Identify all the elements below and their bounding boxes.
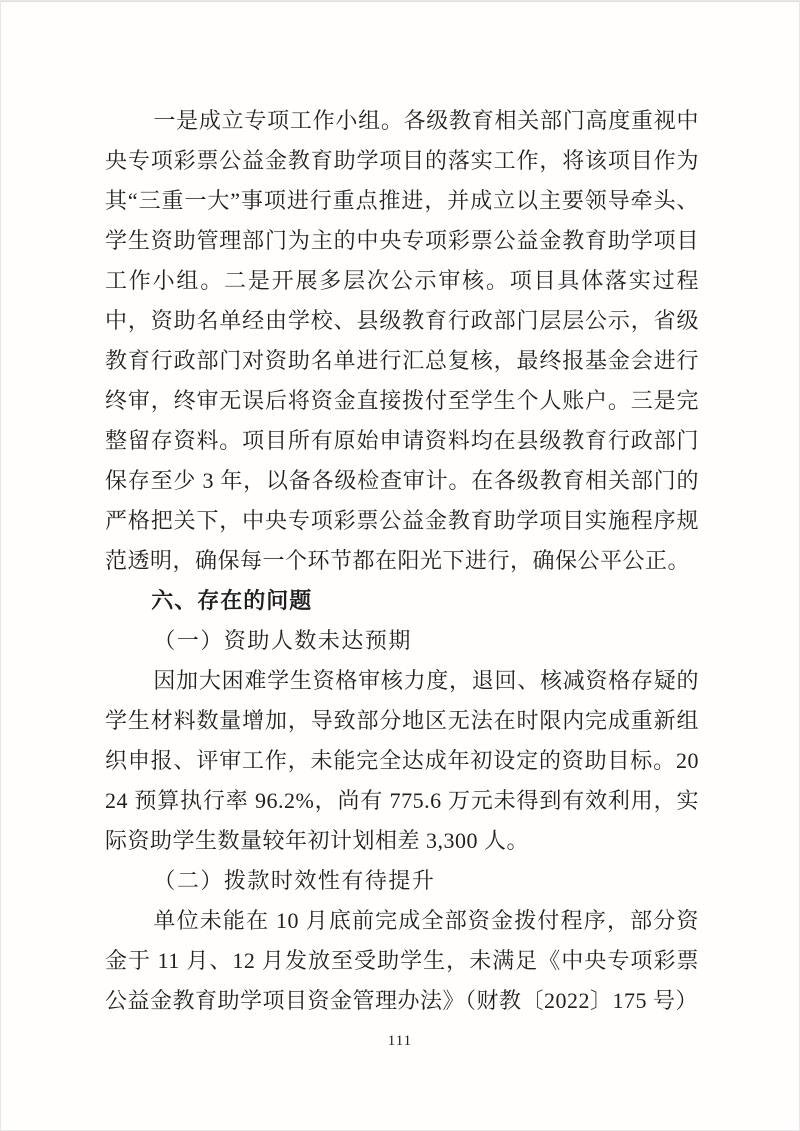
- paragraph-implementation-measures: 一是成立专项工作小组。各级教育相关部门高度重视中央专项彩票公益金教育助学项目的落实工作，将该项目作为其“三重一大”事项进行重点推进，并成立以主要领导牵头、学生资助管理部门为主的中央专项彩票公益金教育助学项目工作小组。二是开展多层次公示审核。项目具体落实过程中，资助名单经由学校、县级教育行政部门层层公示，省级教育行政部门对资助名单进行汇总复核，最终报基金会进行终审，终审无误后将资金直接拨付至学生个人账户。三是完整留存资料。项目所有原始申请资料均在县级教育行政部门保存至少 3 年，以备各级检查审计。在各级教育相关部门的严格把关下，中央专项彩票公益金教育助学项目实施程序规范透明，确保每一个环节都在阳光下进行，确保公平公正。: [105, 108, 699, 573]
- section-heading-existing-problems: 六、存在的问题: [151, 588, 313, 613]
- page-number: 111: [387, 1033, 413, 1049]
- subsection-heading-disbursement-timeliness: （二）拨款时效性有待提升: [153, 868, 436, 893]
- subsection-heading-funding-shortfall: （一）资助人数未达预期: [153, 628, 412, 653]
- paragraph-funding-shortfall-detail: 因加大困难学生资格审核力度，退回、核减资格存疑的学生材料数量增加，导致部分地区无法在时限内完成重新组织申报、评审工作，未能完全达成年初设定的资助目标。2024 预算执行率 96.2%，尚有 775.6 万元未得到有效利用，实际资助学生数量较年初计划相差 3,300 人。: [105, 668, 699, 853]
- paragraph-disbursement-delay-detail: 单位未能在 10 月底前完成全部资金拨付程序，部分资金于 11 月、12 月发放至受助学生，未满足《中央专项彩票公益金教育助学项目资金管理办法》（财教〔2022〕175 号）: [105, 908, 699, 1013]
